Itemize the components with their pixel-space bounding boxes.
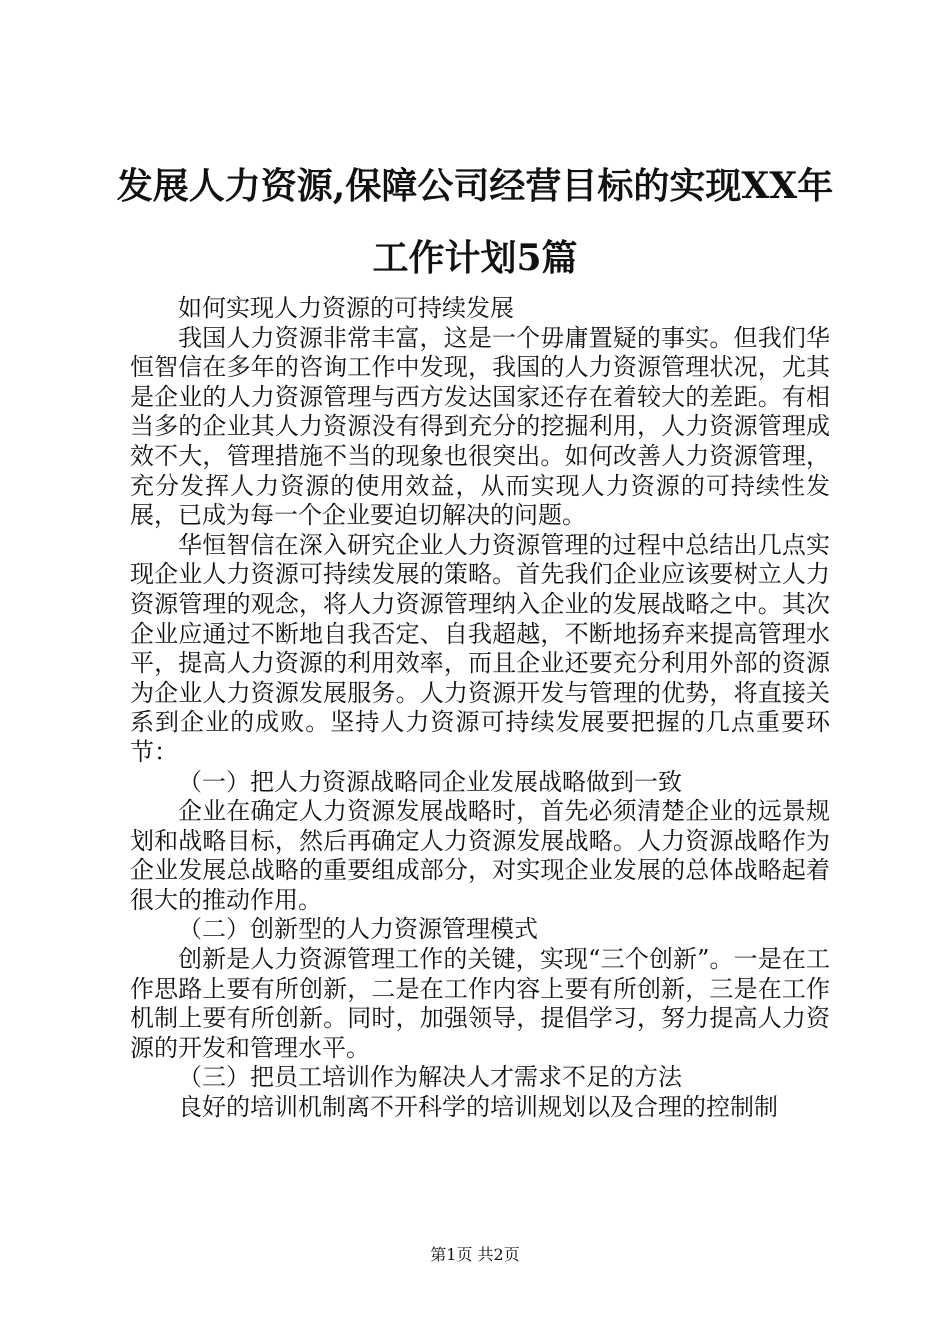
section-heading: （三）把员工培训作为解决人才需求不足的方法 (178, 1063, 682, 1092)
paragraph: 我国人力资源非常丰富，这是一个毋庸置疑的事实。但我们华恒智信在多年的咨询工作中发现，我国的人力资源管理状况，尤其是企业的人力资源管理与西方发达国家还存在着较大的差距。有相当多的企业其人力资源没有得到充分的挖掘利用，人力资源管理成效不大，管理措施不当的现象也很突出。如何改善人力资源管理，充分发挥人力资源的使用效益，从而实现人力资源的可持续性发展，已成为每一个企业要迫切解决的问题。 (130, 323, 830, 530)
paragraph: 华恒智信在深入研究企业人力资源管理的过程中总结出几点实现企业人力资源可持续发展的策略。首先我们企业应该要树立人力资源管理的观念，将人力资源管理纳入企业的发展战略之中。其次企业应通过不断地自我否定、自我超越，不断地扬弃来提高管理水平，提高人力资源的利用效率，而且企业还要充分利用外部的资源为企业人力资源发展服务。人力资源开发与管理的优势，将直接关系到企业的成败。坚持人力资源可持续发展要把握的几点重要环节： (130, 530, 830, 766)
document-body (130, 294, 830, 1123)
section-heading: （二）创新型的人力资源管理模式 (178, 915, 538, 944)
document-title (100, 150, 850, 294)
paragraph: 良好的培训机制离不开科学的培训规划以及合理的控制制 (178, 1093, 778, 1122)
title-line-2: 工作计划5篇 (372, 237, 578, 279)
paragraph: 创新是人力资源管理工作的关键，实现“三个创新”。一是在工作思路上要有所创新，二是在工作内容上要有所创新，三是在工作机制上要有所创新。同时，加强领导，提倡学习，努力提高人力资源的开发和管理水平。 (130, 945, 830, 1062)
paragraph: 如何实现人力资源的可持续发展 (178, 294, 514, 322)
page-footer: 第1页 共2页 (430, 1245, 520, 1264)
paragraph: 企业在确定人力资源发展战略时，首先必须清楚企业的远景规划和战略目标，然后再确定人力资源发展战略。人力资源战略作为企业发展总战略的重要组成部分，对实现企业发展的总体战略起着很大的推动作用。 (130, 797, 830, 914)
section-heading: （一）把人力资源战略同企业发展战略做到一致 (178, 767, 682, 796)
title-line-1: 发展人力资源,保障公司经营目标的实现XX年 (116, 165, 834, 207)
